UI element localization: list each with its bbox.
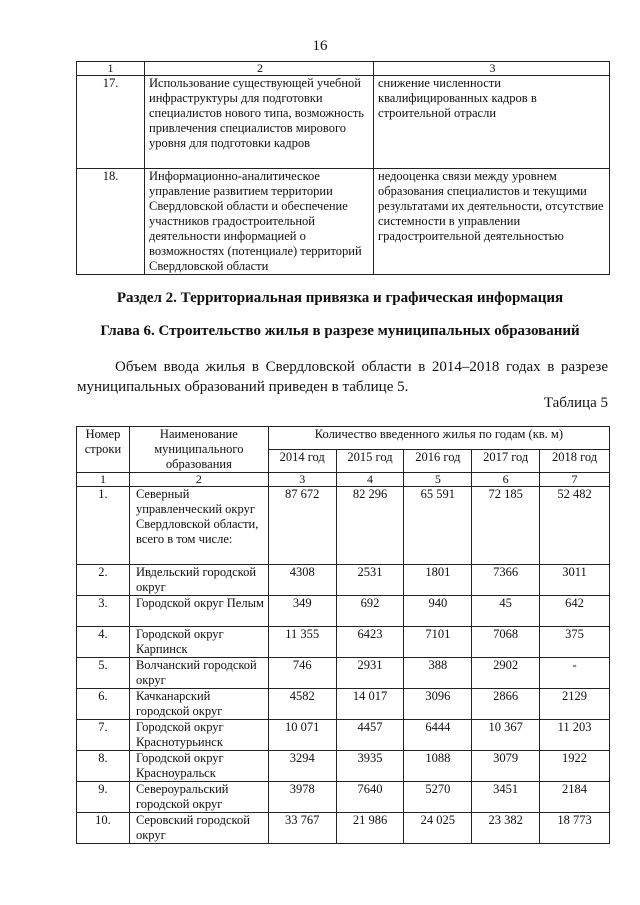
municipality-name: Серовский городской округ xyxy=(129,813,268,844)
value-cell: 940 xyxy=(404,596,472,627)
header-cell: 1 xyxy=(77,62,145,76)
table-row xyxy=(77,751,610,782)
column-index-row xyxy=(77,473,610,487)
value-cell: 375 xyxy=(540,627,610,658)
municipality-name: Городской округ Краснотурьинск xyxy=(129,720,268,751)
table-row xyxy=(77,487,610,565)
municipality-name: Качканарский городской округ xyxy=(129,689,268,720)
table-header-row xyxy=(77,62,610,76)
opportunity-cell: Использование существующей учебной инфраструктуры для подготовки специалистов нового типа, возможность привлечения специалистов мирового уровня для подготовки кадров xyxy=(145,76,374,169)
year-header: 2016 год xyxy=(404,450,472,473)
threat-cell: недооценка связи между уровнем образования специалистов и текущими результатами их деятельности, отсутствие системности в управлении градостроительной деятельностью xyxy=(374,169,610,275)
value-cell: 388 xyxy=(404,658,472,689)
value-cell: 14 017 xyxy=(336,689,404,720)
value-cell: 3451 xyxy=(472,782,540,813)
row-number: 5. xyxy=(77,658,130,689)
opportunity-cell: Информационно-аналитическое управление развитием территории Свердловской области и обеспечение участников градостроительной деятельности информацией о возможностях (потенциале) территорий Свердловской области xyxy=(145,169,374,275)
value-cell: 2902 xyxy=(472,658,540,689)
value-cell: 7068 xyxy=(472,627,540,658)
table-row xyxy=(77,782,610,813)
value-cell: 5270 xyxy=(404,782,472,813)
index-cell: 7 xyxy=(540,473,610,487)
requirements-table xyxy=(76,61,610,275)
section-title: Раздел 2. Территориальная привязка и графическая информация xyxy=(116,290,564,306)
row-number: 7. xyxy=(77,720,130,751)
value-cell: 4582 xyxy=(268,689,336,720)
header-cell: Номер строки xyxy=(77,427,130,473)
value-cell: 21 986 xyxy=(336,813,404,844)
value-cell: 6444 xyxy=(404,720,472,751)
table-row xyxy=(77,658,610,689)
value-cell: 3079 xyxy=(472,751,540,782)
housing-table xyxy=(76,426,610,844)
page-number: 16 xyxy=(312,38,328,54)
table-row xyxy=(77,169,610,275)
value-cell: 6423 xyxy=(336,627,404,658)
row-number: 9. xyxy=(77,782,130,813)
municipality-name: Городской округ Карпинск xyxy=(129,627,268,658)
value-cell: 7101 xyxy=(404,627,472,658)
value-cell: 3096 xyxy=(404,689,472,720)
row-number: 3. xyxy=(77,596,130,627)
header-cell: 2 xyxy=(145,62,374,76)
value-cell: 87 672 xyxy=(268,487,336,565)
row-number: 8. xyxy=(77,751,130,782)
index-cell: 1 xyxy=(77,473,130,487)
year-header: 2018 год xyxy=(540,450,610,473)
table-row xyxy=(77,720,610,751)
row-number: 6. xyxy=(77,689,130,720)
value-cell: 65 591 xyxy=(404,487,472,565)
municipality-name: Волчанский городской округ xyxy=(129,658,268,689)
year-header: 2017 год xyxy=(472,450,540,473)
table-row xyxy=(77,813,610,844)
municipality-name: Городской округ Красноуральск xyxy=(129,751,268,782)
table-caption: Таблица 5 xyxy=(543,395,608,411)
value-cell: 2866 xyxy=(472,689,540,720)
value-cell: 1088 xyxy=(404,751,472,782)
body-paragraph: Объем ввода жилья в Свердловской области в 2014–2018 годах в разрезе муниципальных образований приведен в таблице 5. xyxy=(77,359,608,395)
value-cell: 3978 xyxy=(268,782,336,813)
value-cell: 349 xyxy=(268,596,336,627)
header-group-cell: Количество введенного жилья по годам (кв. м) xyxy=(268,427,609,450)
value-cell: 642 xyxy=(540,596,610,627)
header-cell: 3 xyxy=(374,62,610,76)
value-cell: 2931 xyxy=(336,658,404,689)
value-cell: 7640 xyxy=(336,782,404,813)
row-number: 2. xyxy=(77,565,130,596)
value-cell: 10 071 xyxy=(268,720,336,751)
value-cell: - xyxy=(540,658,610,689)
value-cell: 7366 xyxy=(472,565,540,596)
value-cell: 2129 xyxy=(540,689,610,720)
value-cell: 746 xyxy=(268,658,336,689)
value-cell: 1801 xyxy=(404,565,472,596)
threat-cell: снижение численности квалифицированных кадров в строительной отрасли xyxy=(374,76,610,169)
value-cell: 4457 xyxy=(336,720,404,751)
table-row xyxy=(77,565,610,596)
index-cell: 5 xyxy=(404,473,472,487)
table-row xyxy=(77,596,610,627)
value-cell: 2184 xyxy=(540,782,610,813)
municipality-name: Городской округ Пелым xyxy=(129,596,268,627)
value-cell: 3294 xyxy=(268,751,336,782)
value-cell: 692 xyxy=(336,596,404,627)
table-row xyxy=(77,689,610,720)
value-cell: 11 355 xyxy=(268,627,336,658)
value-cell: 24 025 xyxy=(404,813,472,844)
row-number: 10. xyxy=(77,813,130,844)
row-number: 1. xyxy=(77,487,130,565)
year-header: 2015 год xyxy=(336,450,404,473)
value-cell: 23 382 xyxy=(472,813,540,844)
value-cell: 10 367 xyxy=(472,720,540,751)
value-cell: 11 203 xyxy=(540,720,610,751)
value-cell: 52 482 xyxy=(540,487,610,565)
row-number: 4. xyxy=(77,627,130,658)
municipality-name: Североуральский городской округ xyxy=(129,782,268,813)
row-number: 18. xyxy=(77,169,145,275)
value-cell: 33 767 xyxy=(268,813,336,844)
row-number: 17. xyxy=(77,76,145,169)
chapter-title: Глава 6. Строительство жилья в разрезе муниципальных образований xyxy=(100,323,580,339)
year-header: 2014 год xyxy=(268,450,336,473)
value-cell: 1922 xyxy=(540,751,610,782)
index-cell: 6 xyxy=(472,473,540,487)
header-cell: Наименование муниципального образования xyxy=(129,427,268,473)
value-cell: 3935 xyxy=(336,751,404,782)
table-header-row xyxy=(77,427,610,450)
table-body xyxy=(77,487,610,844)
index-cell: 4 xyxy=(336,473,404,487)
value-cell: 18 773 xyxy=(540,813,610,844)
value-cell: 72 185 xyxy=(472,487,540,565)
value-cell: 3011 xyxy=(540,565,610,596)
table-row xyxy=(77,627,610,658)
value-cell: 4308 xyxy=(268,565,336,596)
value-cell: 2531 xyxy=(336,565,404,596)
value-cell: 82 296 xyxy=(336,487,404,565)
municipality-name: Ивдельский городской округ xyxy=(129,565,268,596)
index-cell: 2 xyxy=(129,473,268,487)
value-cell: 45 xyxy=(472,596,540,627)
table-row xyxy=(77,76,610,169)
municipality-name: Северный управленческий округ Свердловской области, всего в том числе: xyxy=(129,487,268,565)
index-cell: 3 xyxy=(268,473,336,487)
